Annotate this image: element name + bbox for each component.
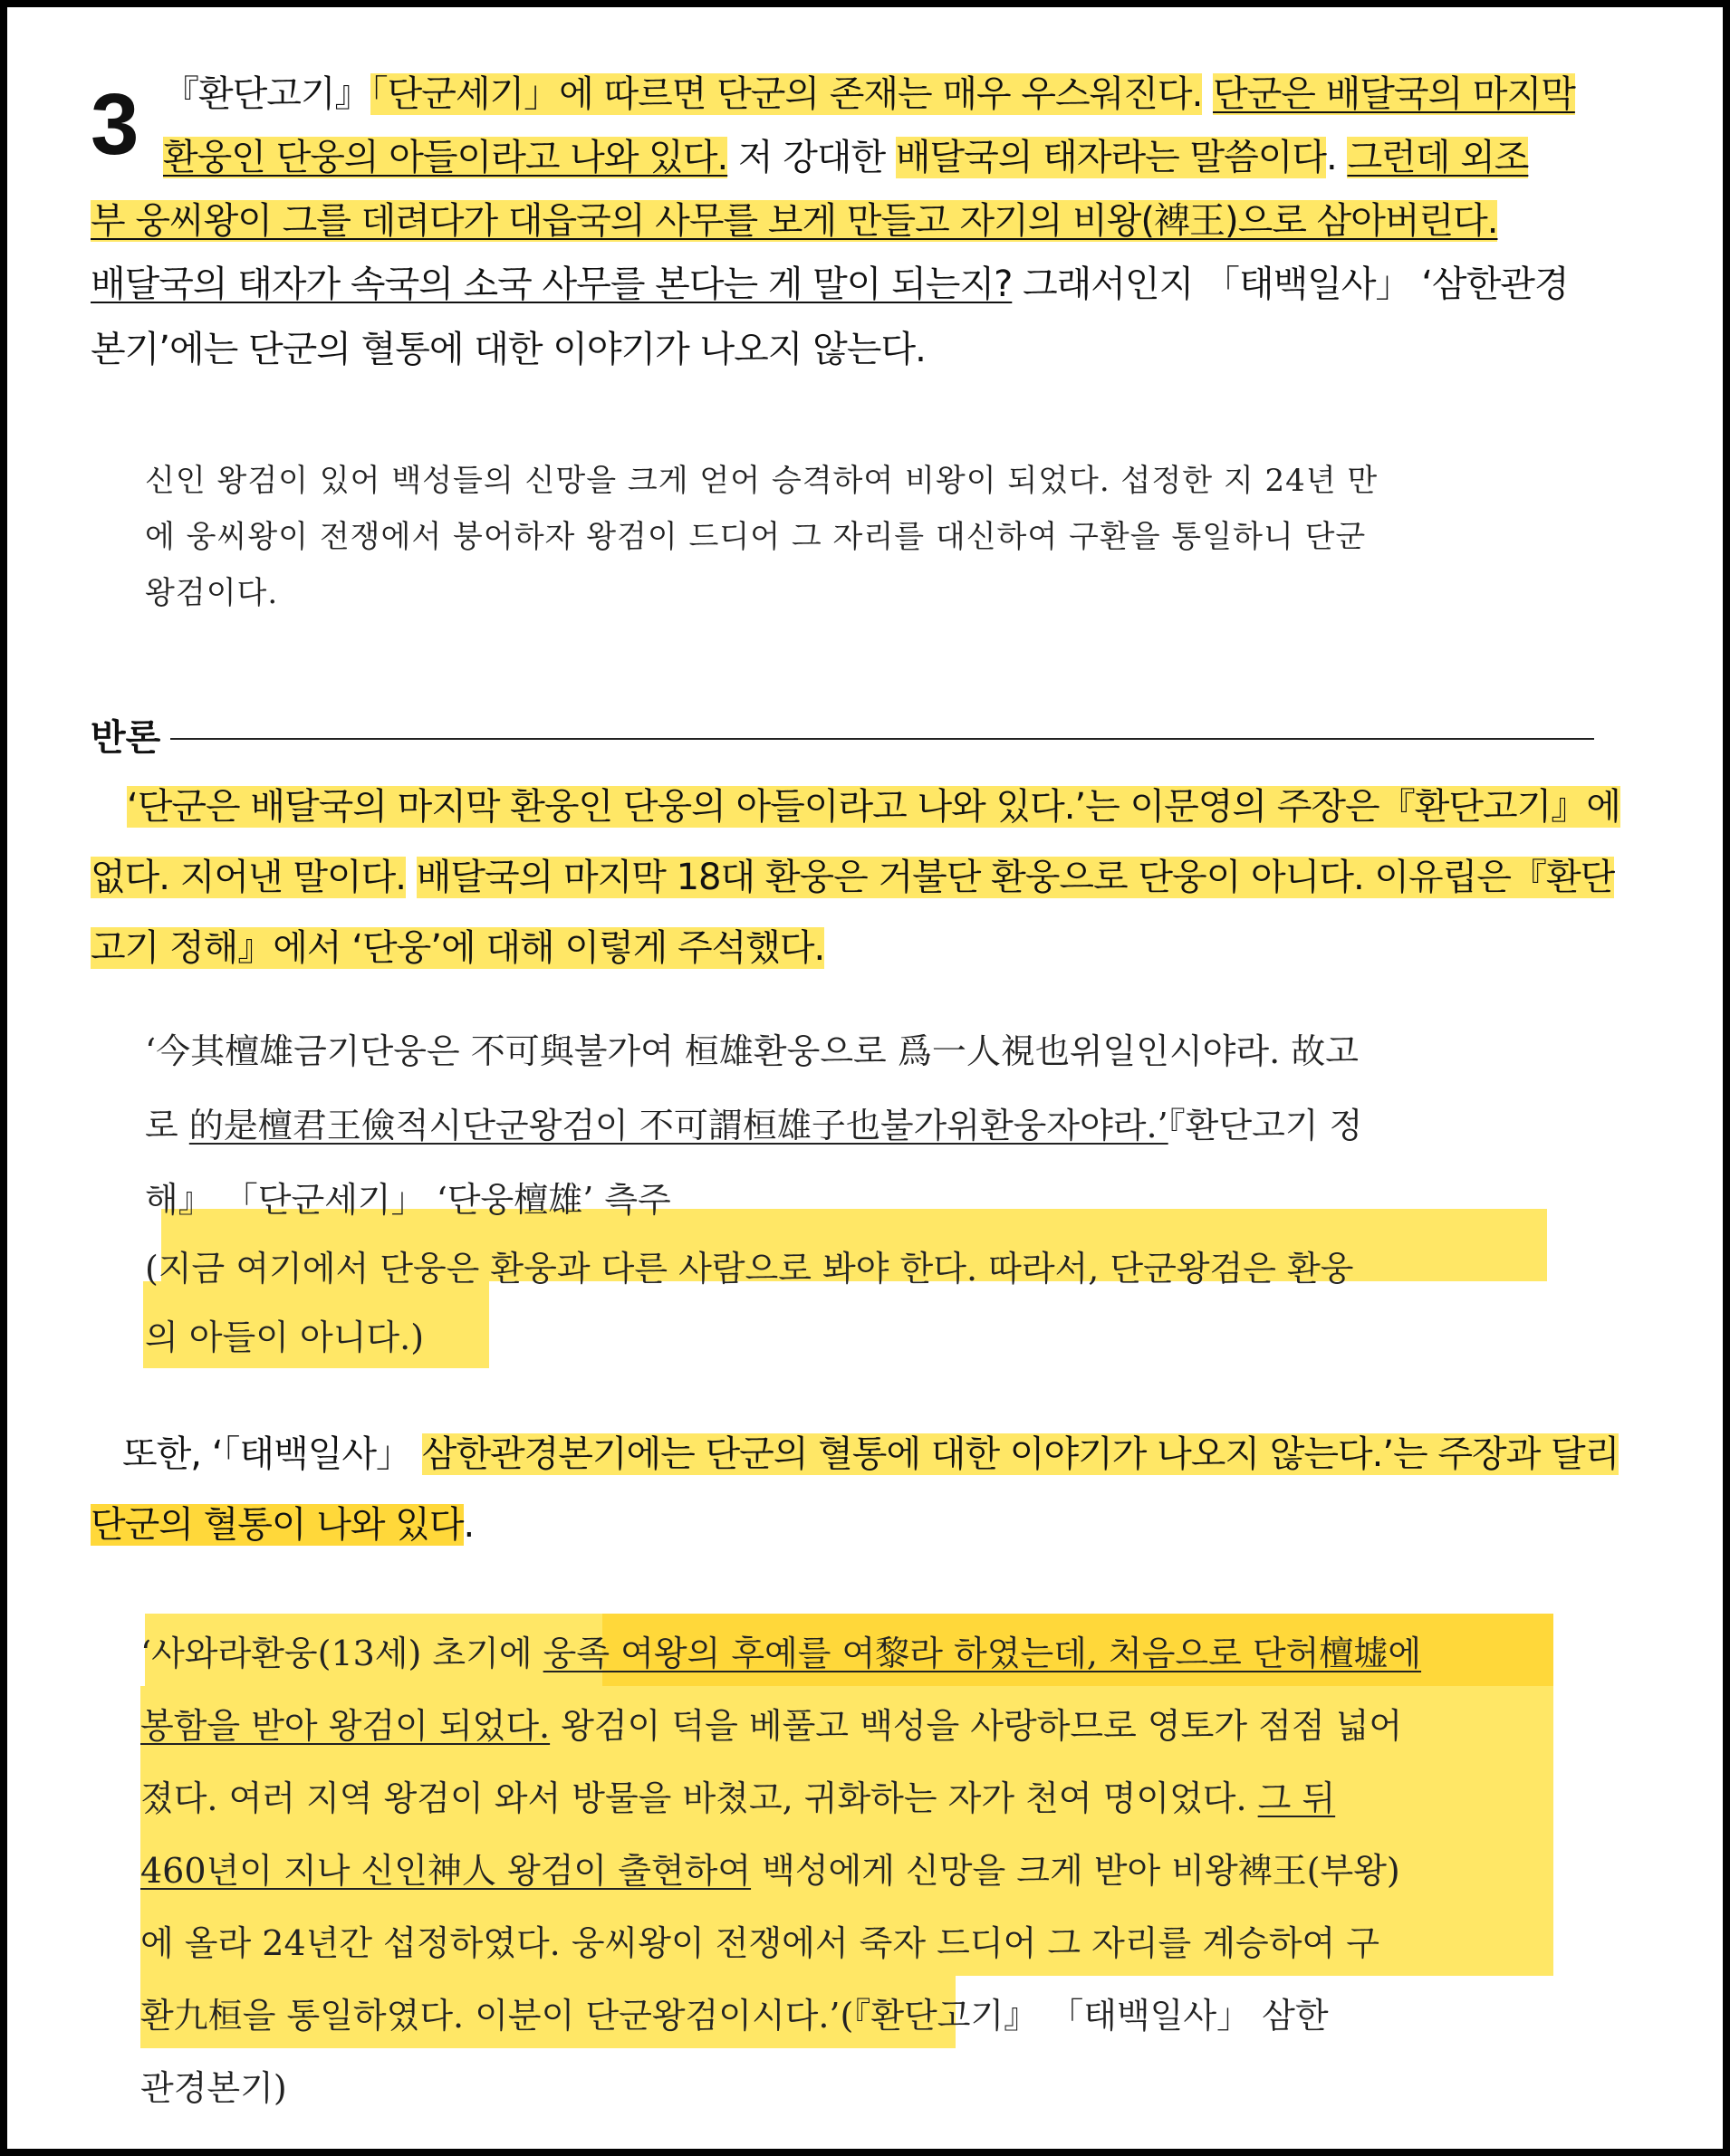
quote-2-line: [145, 1028, 1359, 1075]
text-run: [406, 857, 417, 898]
quote-3-line: [140, 1775, 1335, 1822]
text-run: 배달국의 마지막 18대 환웅은 거불단 환웅으로 단웅이 아니다. 이유립은『환단: [416, 857, 1615, 898]
quote-3-line: [140, 2065, 287, 2112]
section-3-line-1: [163, 71, 1575, 118]
text-run: 환九桓을 통일하였다. 이분이 단군왕검이시다.’: [140, 1996, 841, 2036]
text-run: 부 웅씨왕이 그를 데려다가 대읍국의 사무를 보게 만들고 자기의 비왕(裨王)으로 삼아버린다.: [91, 200, 1498, 242]
quote-2-line: [145, 1245, 1353, 1292]
text-run: 460년이 지나 신인神人 왕검이 출현하여: [140, 1851, 752, 1891]
quote-3-line: [140, 1847, 1400, 1894]
text-run: 또한, ‘「태백일사」: [122, 1433, 422, 1475]
text-run: 的是檀君王儉적시단군왕검이 不可謂桓雄子也불가위환웅자야라.’: [188, 1106, 1168, 1145]
text-run: ‘단군은 배달국의 마지막 환웅인 단웅의 아들이라고 나와 있다.’는 이문영의 주장은『환단고기』에: [127, 786, 1620, 828]
text-run: 『환단고기』: [163, 73, 370, 115]
rebuttal-line-3: [91, 925, 824, 972]
quote-1-line: 에 웅씨왕이 전쟁에서 붕어하자 왕검이 드디어 그 자리를 대신하여 구환을 통일하니 단군: [145, 519, 1367, 555]
text-run: 왕검이 덕을 베풀고 백성을 사랑하므로 영토가 점점 넓어: [550, 1706, 1403, 1746]
text-run: 봉함을 받아 왕검이 되었다.: [140, 1706, 551, 1746]
text-run: 단군은 배달국의 마지막: [1213, 73, 1575, 115]
paragraph-2-line-2: [91, 1501, 474, 1548]
text-run: 에 올라 24년간 섭정하였다. 웅씨왕이 전쟁에서 죽자 드디어 그 자리를 계승하여 구: [140, 1923, 1379, 1963]
quote-1-line: 왕검이다.: [145, 575, 279, 611]
rebuttal-title: 반론: [91, 717, 161, 759]
text-run: 「단군세기」에 따르면 단군의 존재는 매우 우스워진다.: [370, 73, 1203, 115]
text-run: 백성에게 신망을 크게 받아 비왕裨王(부왕): [751, 1851, 1400, 1891]
heading-rule: [170, 738, 1594, 740]
text-run: 본기’에는 단군의 혈통에 대한 이야기가 나오지 않는다.: [91, 329, 926, 370]
text-run: 환웅인 단웅의 아들이라고 나와 있다.: [163, 137, 728, 178]
text-run: 삼한관경본기에는 단군의 혈통에 대한 이야기가 나오지 않는다.’는 주장과 달리: [421, 1433, 1619, 1475]
text-run: 고기 정해』에서 ‘단웅’에 대해 이렇게 주석했다.: [91, 927, 825, 969]
rebuttal-line-1: [127, 783, 1620, 830]
text-run: 없다. 지어낸 말이다.: [91, 857, 406, 898]
text-run: (지금 여기에서 단웅은 환웅과 다른 사람으로 봐야 한다. 따라서, 단군왕검은 환웅: [145, 1249, 1354, 1289]
text-run: 의 아들이 아니다.): [145, 1318, 425, 1357]
text-run: ‘今其檀雄금기단웅은 不可與불가여 桓雄환웅으로 爲一人視也위일인시야라. 故고: [145, 1031, 1359, 1071]
quote-1-line: 신인 왕검이 있어 백성들의 신망을 크게 얻어 승격하여 비왕이 되었다. 섭정한 지 24년 만: [145, 463, 1379, 499]
text-run: 단군의 혈통이 나와 있다: [91, 1504, 464, 1546]
section-number: 3: [91, 76, 139, 173]
section-3-line-5: [91, 326, 926, 373]
text-run: .: [463, 1504, 475, 1546]
quote-2-line: [145, 1314, 424, 1361]
text-run: 해』 「단군세기」 ‘단웅檀雄’ 측주: [145, 1180, 671, 1220]
rebuttal-line-2: [91, 854, 1614, 901]
quote-3-line: [140, 1992, 1329, 2039]
text-run: 그런데 외조: [1347, 137, 1529, 178]
text-run: ‘사와라환웅(13세) 초기에: [140, 1634, 543, 1673]
text-run: 로: [145, 1106, 189, 1145]
text-run: 웅족 여왕의 후예를 여黎라 하였는데, 처음으로 단허檀墟에: [543, 1634, 1422, 1673]
quote-3-line: [140, 1920, 1379, 1967]
rebuttal-heading: [91, 711, 1594, 765]
quote-2-line: [145, 1102, 1362, 1149]
text-run: 그 뒤: [1257, 1778, 1336, 1818]
section-3-line-3: [91, 197, 1497, 244]
section-3-line-4: [91, 261, 1569, 308]
quote-2-line: [145, 1176, 671, 1223]
text-run: 그래서인지 「태백일사」 ‘삼한관경: [1012, 264, 1569, 305]
text-run: 저 강대한: [727, 137, 896, 178]
text-run: 『환단고기 정: [1168, 1106, 1363, 1145]
quote-3-line: [140, 1702, 1402, 1749]
text-run: 배달국의 태자가 속국의 소국 사무를 본다는 게 말이 되는지?: [91, 264, 1013, 305]
text-run: 배달국의 태자라는 말씀이다: [895, 137, 1327, 178]
text-run: 관경본기): [140, 2068, 287, 2108]
text-run: (『환단고기』 「태백일사」 삼한: [840, 1996, 1329, 2036]
quote-3-line: [140, 1630, 1421, 1677]
text-run: .: [1326, 137, 1348, 178]
section-3-line-2: [163, 134, 1528, 181]
paragraph-2-line-1: [122, 1431, 1619, 1478]
text-run: 졌다. 여러 지역 왕검이 와서 방물을 바쳤고, 귀화하는 자가 천여 명이었다.: [140, 1778, 1258, 1818]
text-run: [1202, 73, 1213, 115]
